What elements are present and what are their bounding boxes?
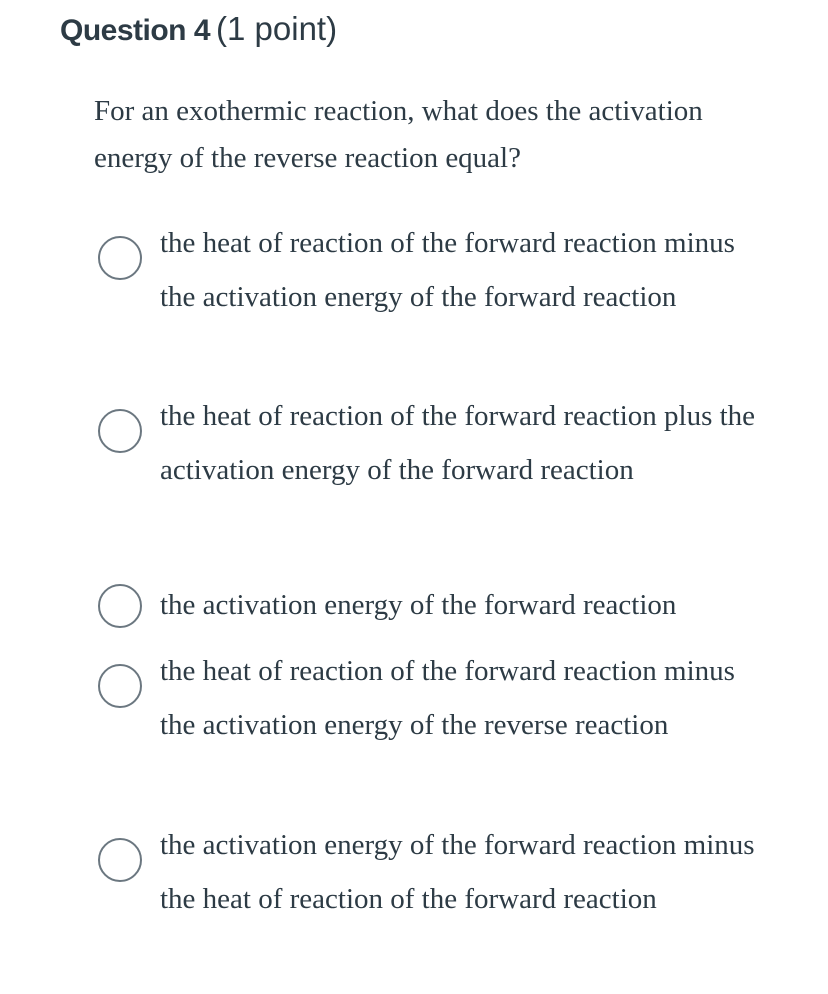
- radio-button[interactable]: [98, 409, 142, 453]
- question-header: [60, 10, 337, 48]
- answer-option-label[interactable]: the activation energy of the forward reaction minus the heat of reaction of the forward reaction: [160, 829, 755, 915]
- question-title: Question 4: [60, 14, 211, 47]
- radio-button[interactable]: [98, 838, 142, 882]
- question-text: For an exothermic reaction, what does the activation energy of the reverse reaction equal?: [94, 95, 703, 174]
- radio-button[interactable]: [98, 664, 142, 708]
- answer-option-label[interactable]: the heat of reaction of the forward reaction plus the activation energy of the forward reaction: [160, 400, 756, 486]
- radio-button[interactable]: [98, 584, 142, 628]
- answer-option-label[interactable]: the heat of reaction of the forward reaction minus the activation energy of the forward reaction: [160, 227, 735, 313]
- question-points: (1 point): [216, 10, 338, 47]
- answer-option-label[interactable]: the heat of reaction of the forward reaction minus the activation energy of the reverse reaction: [160, 655, 735, 741]
- answer-option-label[interactable]: the activation energy of the forward reaction: [160, 589, 677, 621]
- radio-button[interactable]: [98, 236, 142, 280]
